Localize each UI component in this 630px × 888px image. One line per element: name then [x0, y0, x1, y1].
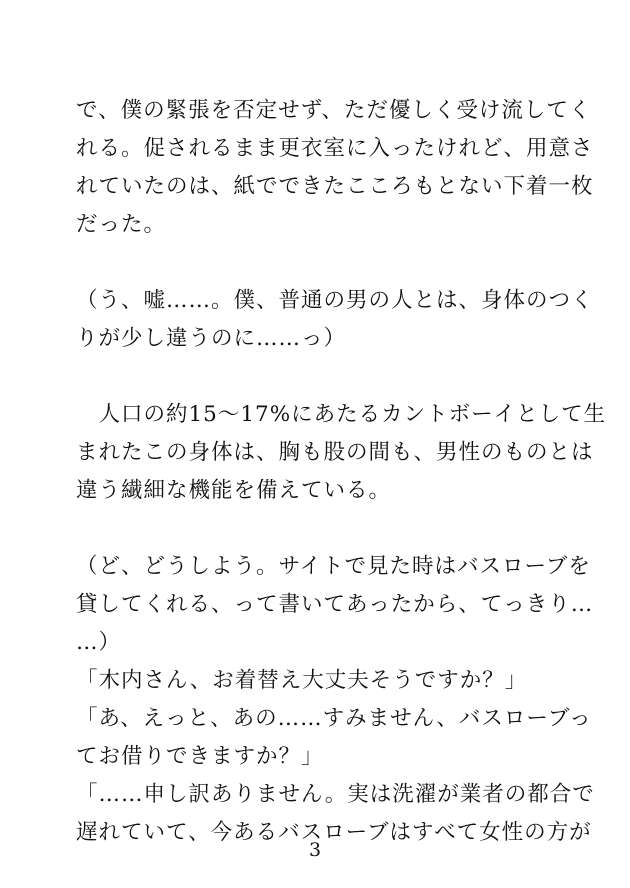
text-line: りが少し違うのに……っ）: [76, 326, 347, 351]
paragraph-gap: [76, 510, 576, 548]
text-line: 貸してくれる、って書いてあったから、てっきり…: [76, 592, 594, 617]
text-line: （ど、どうしよう。サイトで見た時はバスローブを: [76, 554, 591, 579]
text-line: で、僕の緊張を否定せず、ただ優しく受け流してく: [76, 98, 592, 123]
paragraph-gap: [76, 244, 576, 282]
text-line: 人口の約15〜17%にあたるカントボーイとして生: [76, 402, 607, 427]
text-line: れていたのは、紙でできたこころもとない下着一枚: [76, 174, 594, 199]
text-line: だった。: [76, 212, 167, 237]
text-line: 遅れていて、今あるバスローブはすべて女性の方が: [76, 820, 592, 845]
text-line: れる。促されるまま更衣室に入ったけれど、用意さ: [76, 136, 594, 161]
text-line: てお借りできますか？」: [76, 744, 324, 769]
text-line: 違う繊細な機能を備えている。: [76, 478, 392, 503]
text-line: まれたこの身体は、胸も股の間も、男性のものとは: [76, 440, 594, 465]
body-text: [76, 92, 607, 852]
page-number: 3: [308, 839, 322, 861]
paragraph-gap: [76, 358, 576, 396]
text-line: 「あ、えっと、あの……すみません、バスローブっ: [76, 706, 592, 731]
text-line: …）: [76, 630, 122, 655]
text-line: （う、嘘……。僕、普通の男の人とは、身体のつく: [76, 288, 594, 313]
text-line: 「……申し訳ありません。実は洗濯が業者の都合で: [76, 782, 595, 807]
text-line: 「木内さん、お着替え大丈夫そうですか？」: [76, 668, 528, 693]
